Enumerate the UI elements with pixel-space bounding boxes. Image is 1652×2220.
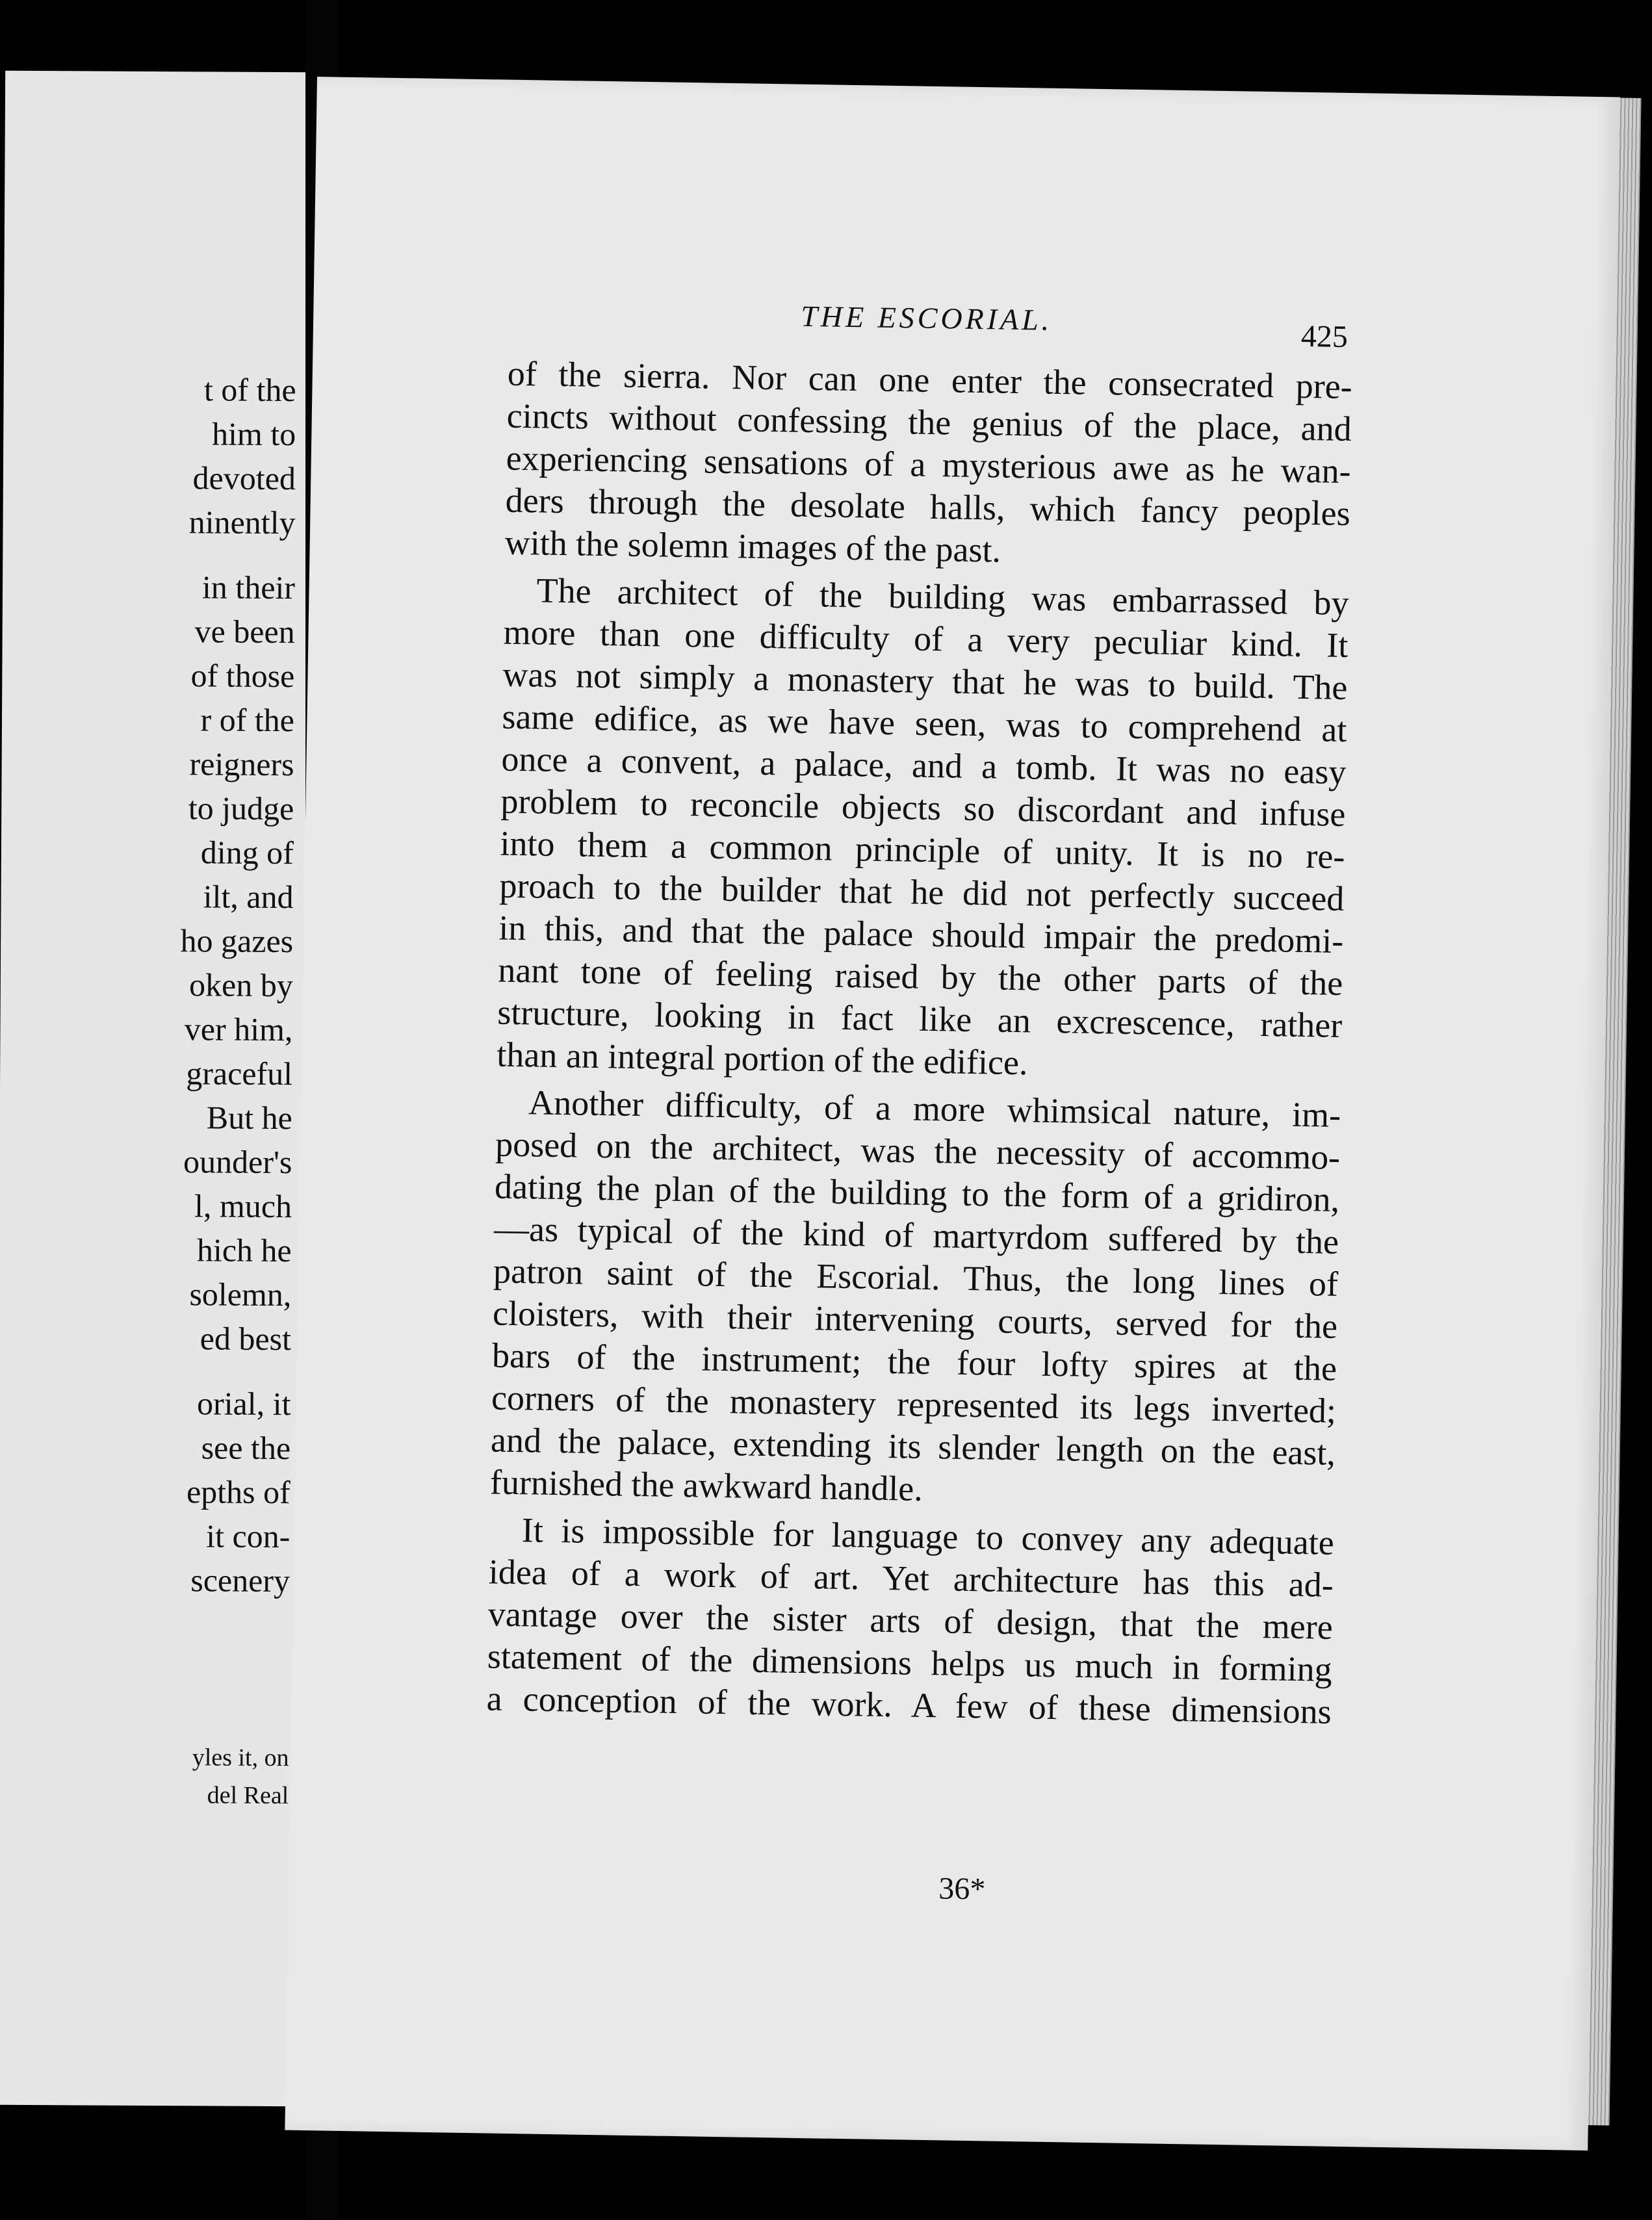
text-line: cincts without confessing the genius of the place, and [506,396,1352,449]
left-line: l, much [194,1187,292,1225]
text-line: —as typical of the kind of martyrdom suffered by the [493,1209,1339,1261]
left-line: reigners [189,745,294,783]
left-line: oken by [188,966,293,1004]
left-line: ninently [188,504,296,541]
text-line: It is impossible for language to convey any adequate [521,1510,1335,1562]
left-line: hich he [196,1232,292,1269]
text-line: proach to the builder that he did not perfectly succeed [499,866,1345,918]
text-line: problem to reconcile objects so discordant and infuse [500,781,1346,834]
left-footnote-line: yles it, on [192,1744,289,1772]
text-line: and the palace, extending its slender length on the east, [490,1420,1336,1473]
left-line: epths of [186,1473,290,1511]
left-line: But he [206,1099,292,1137]
text-line: in this, and that the palace should impair the predomi- [498,908,1344,961]
text-line: furnished the awkward handle. [489,1462,923,1508]
left-page-footnotes [192,1738,289,1814]
page-number: 425 [1300,318,1349,354]
left-line: ve been [194,613,295,651]
left-facing-page [0,71,311,2106]
left-line: scenery [190,1562,290,1599]
paragraph-2 [497,569,1349,1089]
left-page-text [177,367,296,1603]
left-paragraph-gap [183,544,296,565]
text-line: vantage over the sister arts of design, that the mere [487,1594,1334,1647]
left-footnote-line: del Real [207,1781,289,1810]
left-line: to judge [188,790,294,827]
text-line: of the sierra. Nor can one enter the consecrated pre- [507,354,1353,407]
left-line: ilt, and [203,878,294,916]
signature-mark: 36* [938,1871,986,1907]
text-line: statement of the dimensions helps us much in forming [487,1636,1333,1689]
left-line: orial, it [196,1385,291,1423]
body-text [486,353,1352,1733]
left-line: of those [190,657,295,695]
text-line: a conception of the work. A few of these dimensions [486,1679,1332,1731]
right-main-page [285,77,1620,2150]
text-line: posed on the architect, was the necessity of accommo- [495,1124,1341,1177]
text-line: cloisters, with their intervening courts, served for the [492,1293,1338,1346]
text-line: nant tone of feeling raised by the other parts of the [497,950,1343,1003]
left-line: ding of [200,834,294,871]
text-line: structure, looking in fact like an excrescence, rather [497,992,1343,1045]
left-line: see the [201,1429,291,1467]
text-line: same edifice, as we have seen, was to comprehend at [502,697,1347,750]
left-line: r of the [200,701,295,739]
text-line: bars of the instrument; the four lofty spires at the [491,1336,1337,1388]
text-line: once a convent, a palace, and a tomb. It was no easy [501,739,1347,792]
text-line: idea of a work of art. Yet architecture has this ad- [488,1552,1334,1605]
text-line: patron saint of the Escorial. Thus, the long lines of [493,1251,1339,1304]
left-line: ounder's [183,1143,292,1181]
left-paragraph-gap [178,1360,291,1382]
text-line: was not simply a monastery that he was to build. The [502,654,1348,708]
text-line: The architect of the building was embarrassed by [536,571,1349,623]
left-line: t of the [203,371,296,409]
text-line: corners of the monastery represented its legs inverted; [491,1378,1337,1430]
left-line: in their [201,569,296,606]
text-line: with the solemn images of the past. [504,523,1001,570]
left-line: ho gazes [180,922,294,960]
text-line: dating the plan of the building to the form of a gridiron, [494,1167,1340,1219]
left-line: it con- [206,1517,290,1555]
text-line: into them a common principle of unity. It is no re- [500,823,1345,876]
left-line: ed best [200,1320,292,1358]
paragraph-4 [486,1508,1334,1733]
left-line: him to [211,415,296,453]
left-line: devoted [192,459,296,497]
text-line: than an integral portion of the edifice. [496,1035,1028,1083]
left-line: graceful [186,1055,293,1092]
text-line: Another difficulty, of a more whimsical nature, im- [528,1083,1341,1135]
left-line: ver him, [184,1011,293,1048]
text-line: more than one difficulty of a very peculiar kind. It [503,612,1349,665]
running-head: THE ESCORIAL. [800,299,1053,337]
left-line: solemn, [189,1276,292,1313]
text-line: experiencing sensations of a mysterious awe as he wan- [506,438,1352,491]
paragraph-1 [504,353,1352,577]
text-line: ders through the desolate halls, which fancy peoples [505,480,1351,534]
paragraph-3 [490,1081,1341,1517]
